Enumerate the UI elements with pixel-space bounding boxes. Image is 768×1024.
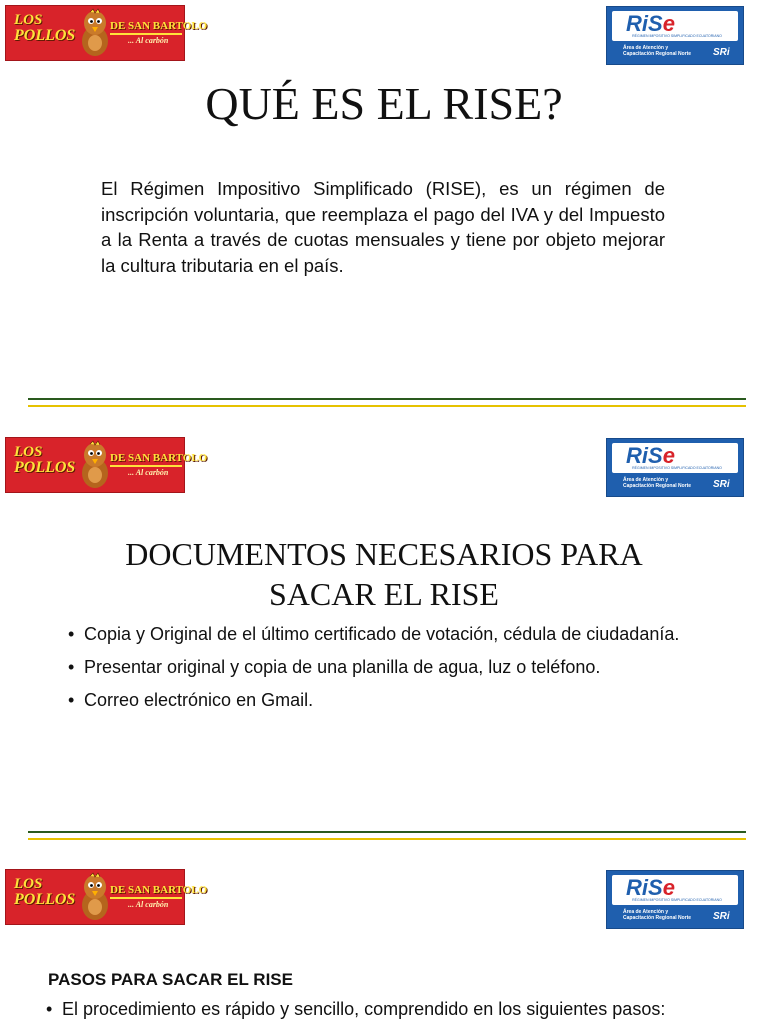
list-item: • Presentar original y copia de una planilla de agua, luz o teléfono. [68, 655, 688, 679]
rise-area-line1: Área de Atención y [623, 909, 669, 915]
pollos-logo-text [14, 12, 74, 44]
sri-wordmark: SRi [713, 47, 730, 58]
rise-logo-panel [612, 443, 738, 473]
rise-wordmark-accent: e [662, 875, 675, 900]
pollos-logo-line1: LOS [14, 876, 43, 892]
rise-area-text [623, 909, 699, 921]
pollos-tagline: ... Al carbón [128, 900, 169, 909]
slide-3 [0, 864, 768, 1024]
rise-logo-subtitle: RÉGIMEN IMPOSITIVO SIMPLIFICADO ECUATORIANO [632, 898, 722, 902]
slide-2 [0, 432, 768, 848]
pollos-logo-stripe [110, 897, 182, 899]
sri-wordmark: SRi [713, 479, 730, 490]
pollos-logo-line2: POLLOS [14, 27, 76, 44]
los-pollos-logo [5, 869, 208, 925]
pollos-logo-stripe [110, 33, 182, 35]
rise-wordmark-main: RiS [626, 11, 663, 36]
chicken-mascot-icon [78, 441, 112, 489]
rise-area-line1: Área de Atención y [623, 477, 669, 483]
rise-logo-subtitle: RÉGIMEN IMPOSITIVO SIMPLIFICADO ECUATORIANO [632, 466, 722, 470]
rise-wordmark-accent: e [662, 443, 675, 468]
pollos-logo-text [14, 444, 74, 476]
list-item: • Correo electrónico en Gmail. [68, 688, 688, 712]
rise-area-line1: Área de Atención y [623, 45, 669, 51]
slide-2-title-line1: DOCUMENTOS NECESARIOS PARA [125, 536, 643, 572]
slide-1-title: QUÉ ES EL RISE? [205, 78, 563, 129]
slide-2-title [0, 534, 768, 614]
slide-divider-1 [28, 398, 746, 407]
rise-sri-logo [606, 870, 744, 929]
slide-3-bullet-list [46, 997, 746, 1021]
list-item: • Copia y Original de el último certificado de votación, cédula de ciudadanía. [68, 622, 688, 646]
chicken-mascot-icon [78, 873, 112, 921]
divider-green-line [28, 831, 746, 833]
divider-yellow-line [28, 405, 746, 407]
divider-yellow-line [28, 838, 746, 840]
slide-3-title: PASOS PARA SACAR EL RISE [48, 970, 293, 989]
divider-green-line [28, 398, 746, 400]
rise-wordmark-main: RiS [626, 875, 663, 900]
pollos-logo-text [14, 876, 74, 908]
los-pollos-logo [5, 5, 208, 61]
rise-area-text [623, 45, 699, 57]
rise-sri-logo [606, 6, 744, 65]
list-item: • El procedimiento es rápido y sencillo, comprendido en los siguientes pasos: [46, 997, 746, 1021]
rise-logo-panel [612, 875, 738, 905]
slide-2-bullet-list [68, 622, 688, 721]
pollos-brand-text: DE SAN BARTOLO [110, 884, 208, 896]
pollos-logo-stripe [110, 465, 182, 467]
rise-logo-subtitle: RÉGIMEN IMPOSITIVO SIMPLIFICADO ECUATORIANO [632, 34, 722, 38]
rise-area-line2: Capacitación Regional Norte [623, 483, 692, 489]
pollos-tagline: ... Al carbón [128, 36, 169, 45]
rise-sri-logo [606, 438, 744, 497]
slide-1-paragraph: El Régimen Impositivo Simplificado (RISE), es un régimen de inscripción voluntaria, que reemplaza el pago del IVA y del Impuesto a la Renta a través de cuotas mensuales y tiene por objeto mejorar la cultura tributaria en el país. [101, 178, 665, 276]
slide-divider-2 [28, 831, 746, 840]
pollos-tagline: ... Al carbón [128, 468, 169, 477]
sri-wordmark: SRi [713, 911, 730, 922]
slide-1 [0, 0, 768, 416]
pollos-brand-text: DE SAN BARTOLO [110, 20, 208, 32]
rise-wordmark-main: RiS [626, 443, 663, 468]
slide-2-title-line2: SACAR EL RISE [269, 576, 499, 612]
pollos-brand-text: DE SAN BARTOLO [110, 452, 208, 464]
rise-wordmark-accent: e [662, 11, 675, 36]
rise-area-line2: Capacitación Regional Norte [623, 915, 692, 921]
pollos-logo-line1: LOS [14, 12, 43, 28]
los-pollos-logo [5, 437, 208, 493]
pollos-logo-line1: LOS [14, 444, 43, 460]
rise-area-text [623, 477, 699, 489]
pollos-logo-line2: POLLOS [14, 891, 76, 908]
chicken-mascot-icon [78, 9, 112, 57]
rise-area-line2: Capacitación Regional Norte [623, 51, 692, 57]
pollos-logo-line2: POLLOS [14, 459, 76, 476]
rise-logo-panel [612, 11, 738, 41]
